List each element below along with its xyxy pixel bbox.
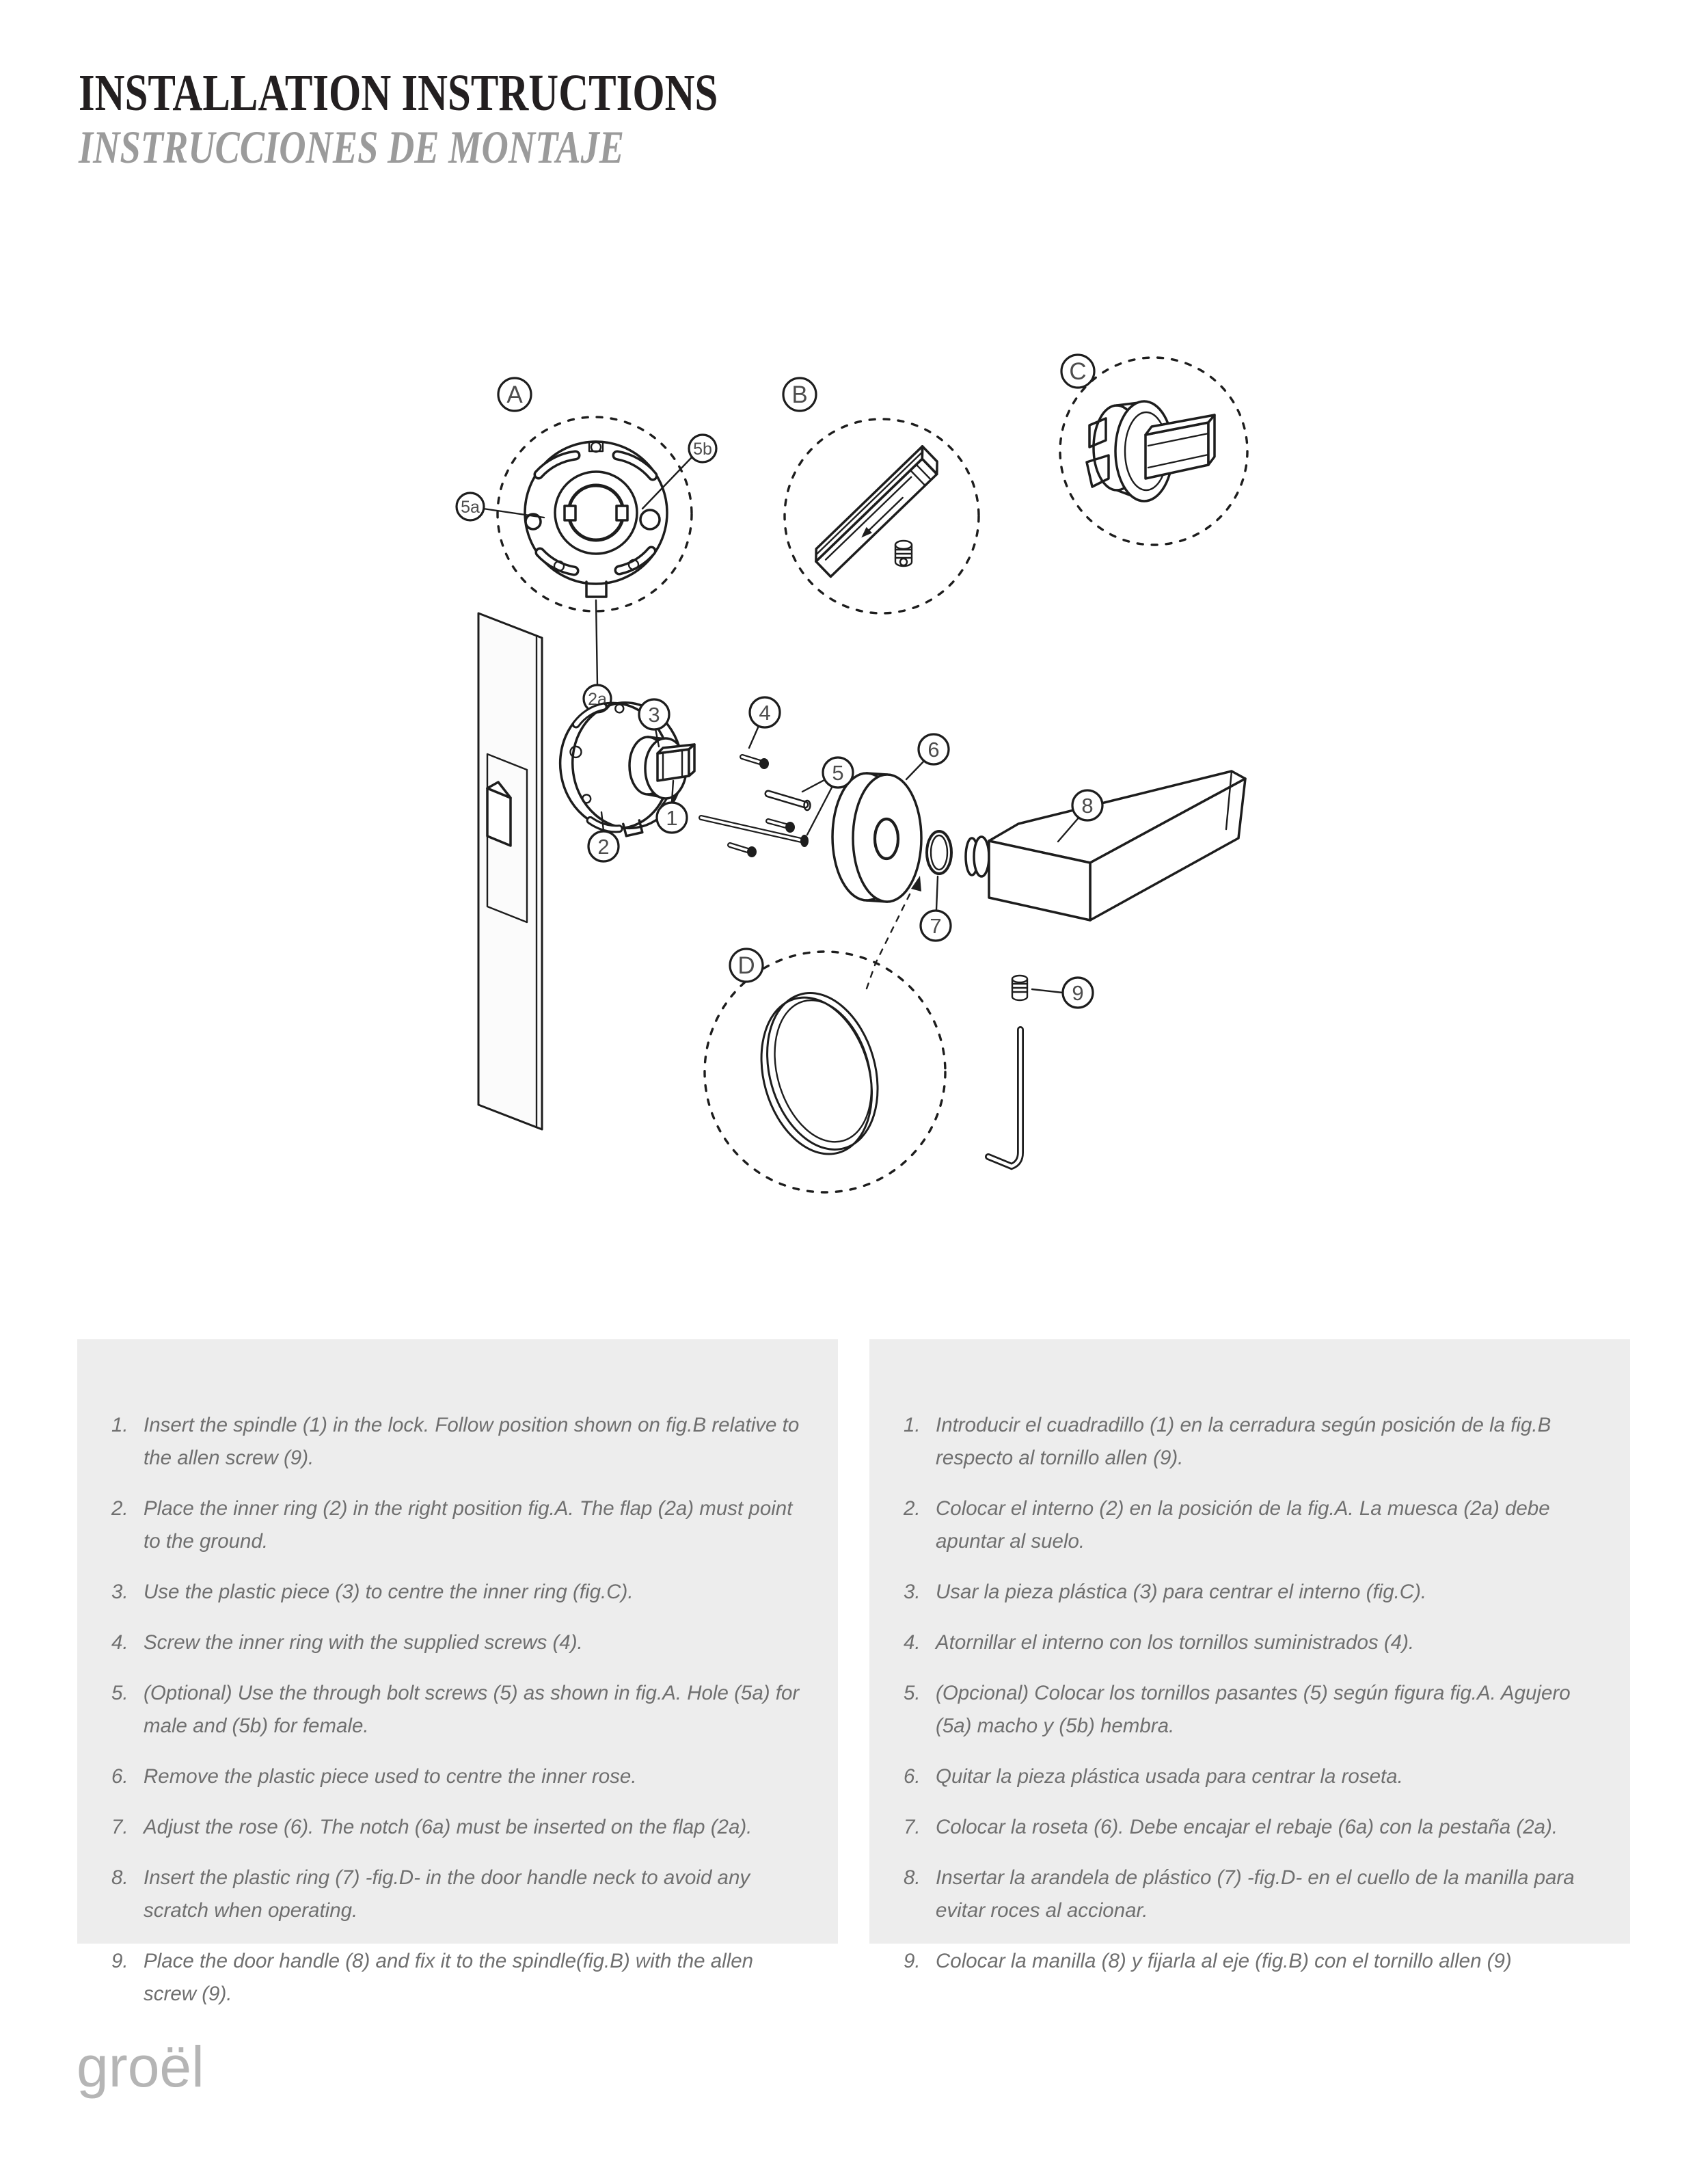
list-item: 7. Colocar la roseta (6). Debe encajar el rebaje (6a) con la pestaña (2a).	[904, 1816, 1558, 1838]
list-item: 3. Usar la pieza plástica (3) para centrar el interno (fig.C).	[904, 1581, 1427, 1603]
list-item: 3. Use the plastic piece (3) to centre the inner ring (fig.C).	[111, 1581, 634, 1603]
list-item: 8. Insert the plastic ring (7) -fig.D- in the door handle neck to avoid any scratch when operating.	[111, 1866, 750, 1922]
svg-text:B: B	[791, 381, 808, 408]
list-item: 1. Introducir el cuadradillo (1) en la cerradura según posición de la fig.B respecto al tornillo allen (9).	[904, 1414, 1551, 1469]
callout-5a	[457, 493, 544, 520]
allen-key	[988, 1030, 1020, 1166]
svg-text:5: 5	[832, 761, 844, 785]
through-bolts-5	[701, 794, 811, 847]
brand-logo: groël	[77, 2035, 204, 2099]
svg-text:7: 7	[930, 914, 942, 938]
list-item: 5. (Opcional) Colocar los tornillos pasantes (5) según figura fig.A. Agujero (5a) macho y (5b) hembra.	[904, 1682, 1571, 1737]
svg-text:2a: 2a	[588, 690, 607, 709]
list-item: 7. Adjust the rose (6). The notch (6a) must be inserted on the flap (2a).	[111, 1816, 753, 1838]
svg-text:9: 9	[1072, 981, 1084, 1005]
list-item: 6. Quitar la pieza plástica usada para centrar la roseta.	[904, 1765, 1403, 1788]
svg-text:C: C	[1069, 358, 1087, 385]
svg-text:D: D	[737, 952, 755, 979]
part-6-rose	[832, 773, 921, 902]
door-edge	[478, 613, 542, 1129]
list-item: 4. Screw the inner ring with the supplied screws (4).	[111, 1631, 583, 1654]
svg-text:2: 2	[597, 835, 610, 859]
list-item: 6. Remove the plastic piece used to centre the inner rose.	[111, 1765, 637, 1788]
figure-b-set-screw	[895, 541, 912, 566]
callout-6	[906, 734, 949, 779]
part-8-door-handle	[966, 771, 1245, 920]
list-item: 2. Place the inner ring (2) in the right position fig.A. The flap (2a) must point to the ground.	[111, 1497, 793, 1553]
callout-7	[921, 876, 951, 941]
figure-d-ring-detail	[705, 876, 945, 1192]
list-item: 9. Place the door handle (8) and fix it to the spindle(fig.B) with the allen screw (9).	[111, 1950, 754, 2005]
instructions-panel-english	[77, 1339, 838, 2005]
svg-text:6: 6	[927, 738, 940, 762]
figure-b-spindle-view	[783, 378, 979, 613]
svg-text:A: A	[506, 381, 523, 408]
list-item: 4. Atornillar el interno con los tornillos suministrados (4).	[904, 1631, 1415, 1654]
spindle-3d	[810, 446, 943, 577]
page-title: INSTALLATION INSTRUCTIONS	[79, 64, 718, 122]
figure-d-label	[730, 949, 763, 982]
list-item: 2. Colocar el interno (2) en la posición de la fig.A. La muesca (2a) debe apuntar al suelo.	[904, 1497, 1550, 1553]
figure-a-label	[498, 378, 531, 411]
list-item: 8. Insertar la arandela de plástico (7) -fig.D- en el cuello de la manilla para evitar roces al accionar.	[904, 1866, 1575, 1922]
instructions-list-es	[904, 1409, 1599, 1978]
callout-4	[749, 697, 780, 748]
part-7-plastic-ring	[927, 831, 951, 874]
figure-c-plastic-piece-view	[1060, 355, 1247, 545]
svg-text:8: 8	[1081, 794, 1094, 818]
instructions-list-en	[111, 1409, 806, 2011]
svg-text:5a: 5a	[461, 498, 480, 517]
svg-text:1: 1	[666, 806, 678, 830]
screws-4	[730, 757, 795, 857]
list-item: 5. (Optional) Use the through bolt screws (5) as shown in fig.A. Hole (5a) for male and (5b) for female.	[111, 1682, 800, 1737]
page-subtitle: INSTRUCCIONES DE MONTAJE	[79, 121, 625, 173]
part-9-allen-screw	[1012, 976, 1027, 1000]
svg-text:3: 3	[648, 703, 660, 727]
callout-9	[1032, 978, 1093, 1008]
list-item: 9. Colocar la manilla (8) y fijarla al eje (fig.B) con el tornillo allen (9)	[904, 1950, 1512, 1972]
figure-c-label	[1061, 355, 1094, 388]
svg-text:5b: 5b	[693, 440, 712, 459]
svg-text:4: 4	[759, 701, 771, 725]
callout-2a	[584, 600, 611, 712]
figure-b-label	[783, 378, 816, 411]
list-item: 1. Insert the spindle (1) in the lock. Follow position shown on fig.B relative to the allen screw (9).	[111, 1414, 800, 1469]
part-1-spindle	[658, 744, 694, 781]
instructions-panel-spanish	[869, 1339, 1630, 1972]
